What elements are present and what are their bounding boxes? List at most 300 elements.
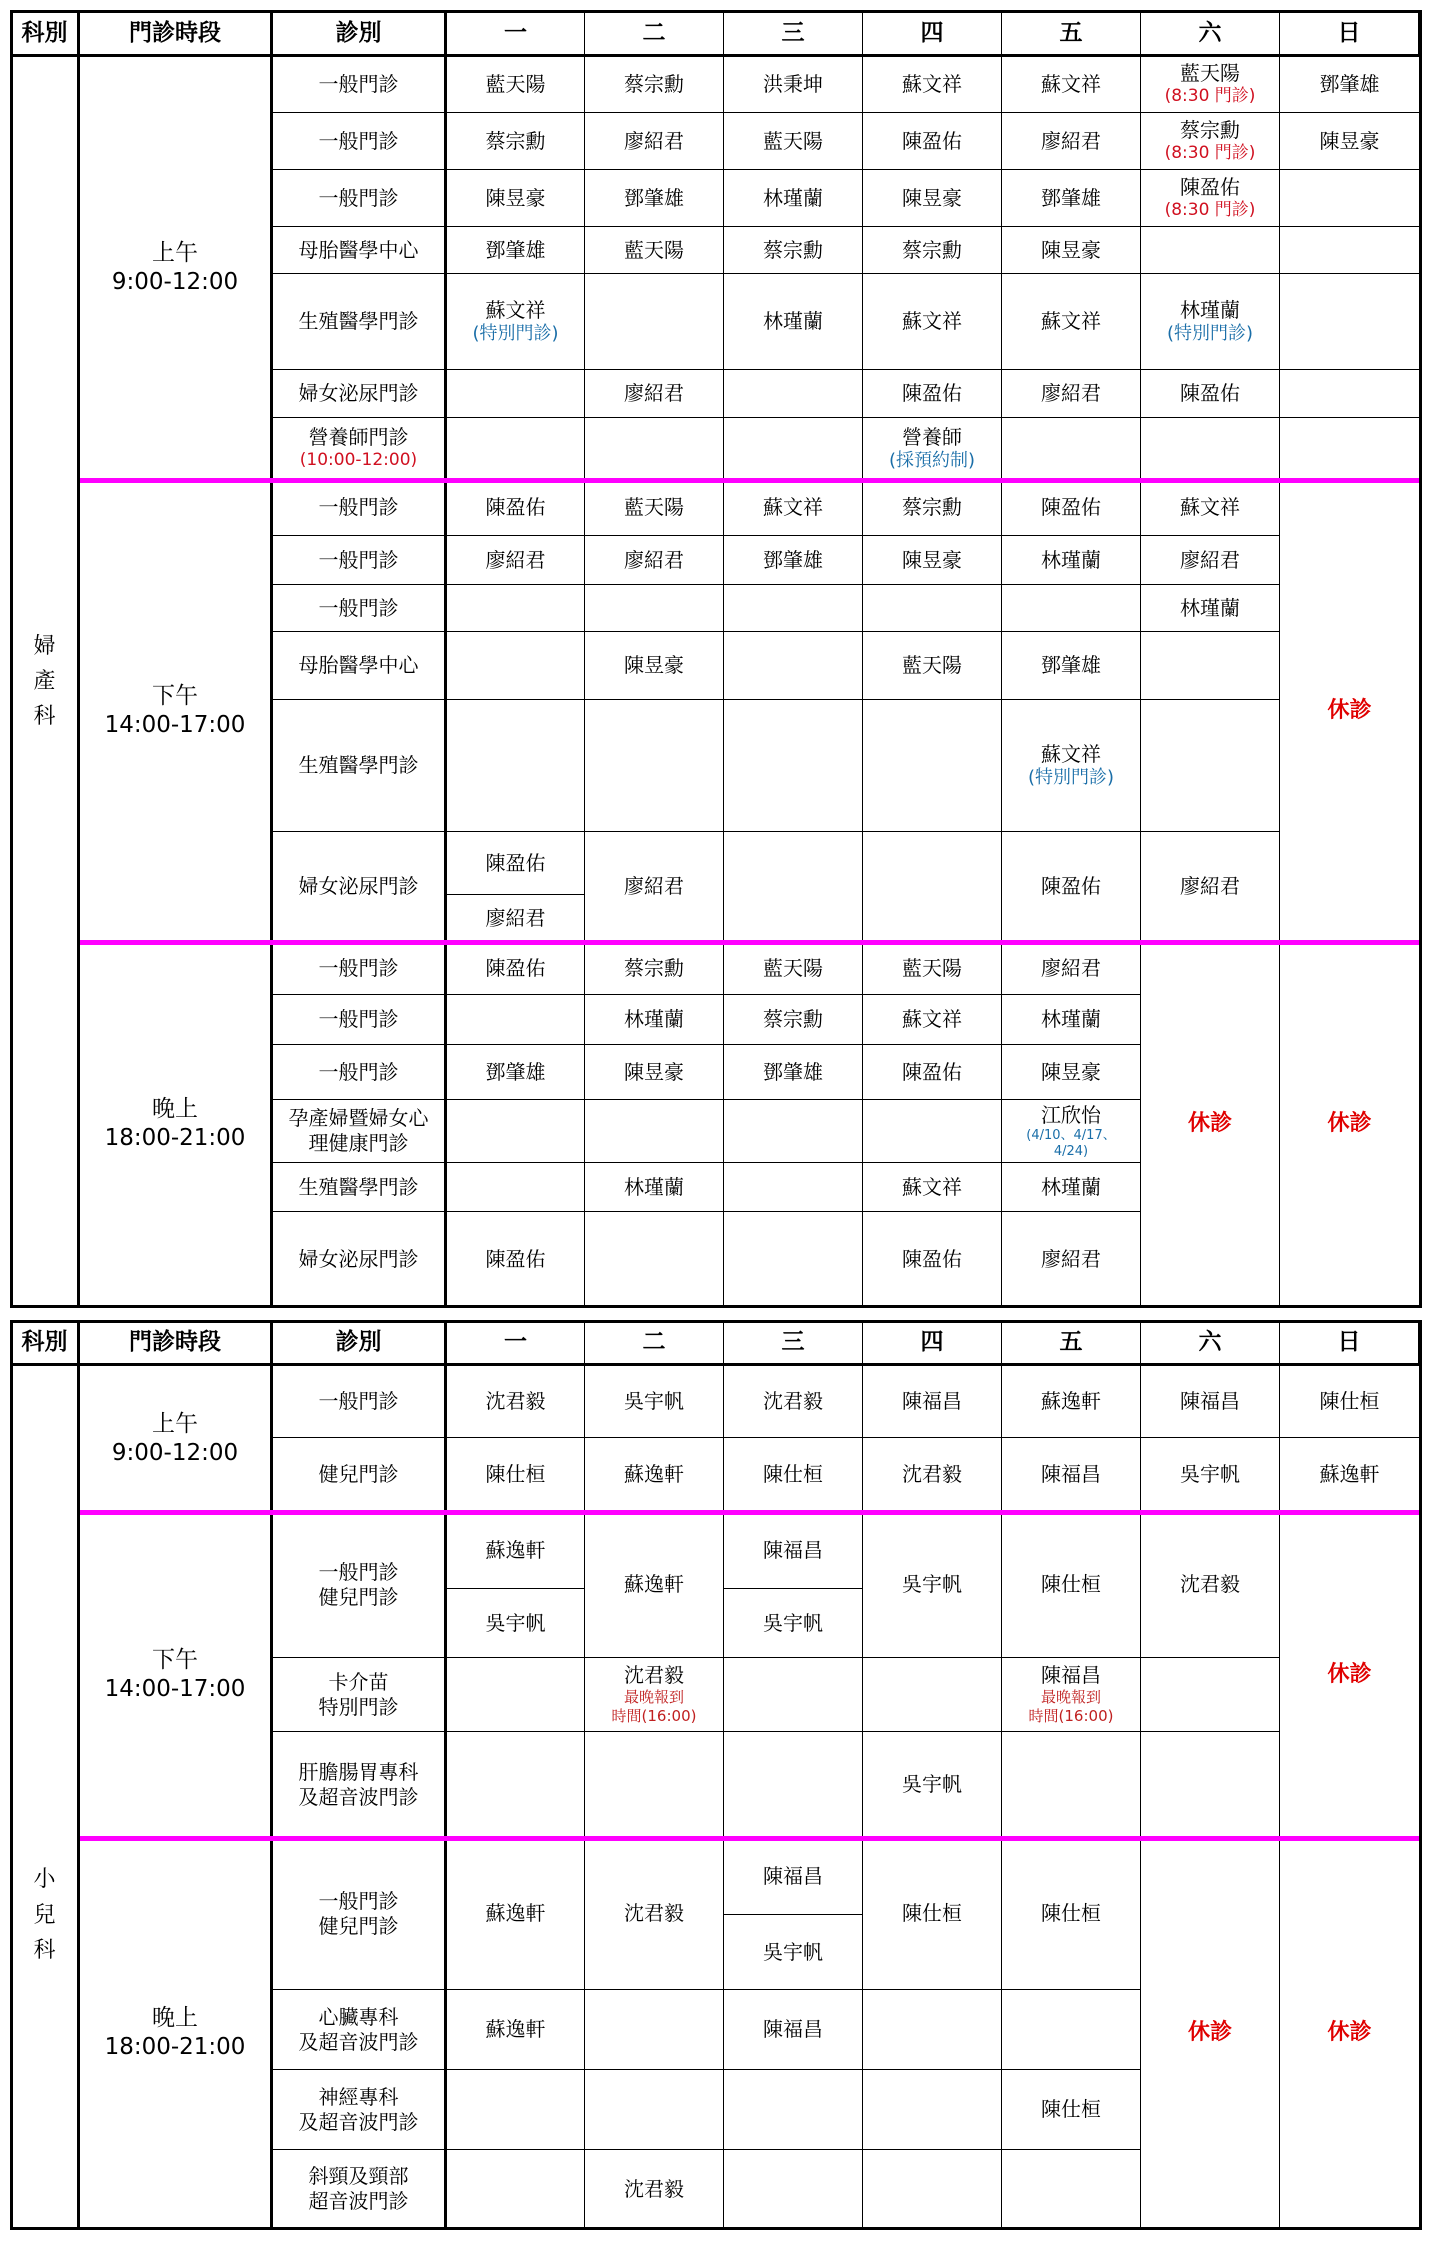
schedule-cell (1002, 1990, 1141, 2070)
cell-text: 超音波門診 (308, 2189, 409, 2213)
schedule-cell (863, 480, 1002, 536)
clinic-type (273, 632, 447, 700)
schedule-cell (447, 1045, 585, 1100)
doctor-name: 陳盈佑 (1180, 381, 1240, 405)
header-day-cell (585, 1322, 724, 1366)
header-day: 日 (1337, 1329, 1361, 1356)
doctor-name: 陳仕桓 (1041, 2097, 1101, 2121)
doctor-name: 林瑾蘭 (624, 1174, 684, 1199)
schedule-cell (447, 1838, 585, 1990)
header-day: 五 (1059, 19, 1083, 46)
schedule-cell (724, 1990, 863, 2070)
schedule-cell (724, 1658, 863, 1732)
schedule-cell (724, 1045, 863, 1100)
doctor-name: 廖紹君 (485, 547, 546, 572)
doctor-name: 藍天陽 (485, 72, 546, 96)
period-evening (80, 1838, 273, 2228)
schedule-cell (724, 700, 863, 832)
schedule-cell (863, 1838, 1002, 1990)
schedule-cell (1280, 1366, 1419, 1438)
clinic-type (273, 418, 447, 480)
schedule-cell (447, 536, 585, 585)
clinic-type (273, 1732, 447, 1838)
doctor-name: 沈君毅 (902, 1462, 962, 1486)
schedule-cell (724, 1163, 863, 1212)
doctor-name: 林瑾蘭 (1041, 547, 1101, 572)
schedule-cell (585, 632, 724, 700)
doctor-name: 陳昱豪 (1041, 1059, 1101, 1084)
schedule-cell (724, 2070, 863, 2150)
cell-text: 江欣怡 (1041, 1102, 1101, 1127)
cell-text: 一般門診 (318, 185, 399, 210)
cell-text: 科 (33, 1937, 56, 1963)
schedule-cell (1280, 274, 1419, 370)
schedule-cell (585, 227, 724, 274)
doctor-name: 藍天陽 (763, 128, 823, 153)
header-day-cell (1280, 1322, 1419, 1366)
doctor-name: 廖紹君 (1041, 955, 1101, 980)
schedule-cell (1002, 1100, 1141, 1163)
schedule-cell (447, 480, 585, 536)
header-day-cell (447, 1322, 585, 1366)
doctor-name: 藍天陽 (902, 955, 962, 980)
clinic-type (273, 274, 447, 370)
doctor-name: 蘇文祥 (1041, 72, 1101, 96)
cell-text: 上午 (152, 1410, 198, 1437)
doctor-name: 廖紹君 (1041, 128, 1101, 153)
schedule-cell (1141, 418, 1280, 480)
schedule-cell (585, 1100, 724, 1163)
closed-saturday-evening (1141, 942, 1280, 1306)
schedule-cell (1002, 700, 1141, 832)
schedule-cell (447, 1100, 585, 1163)
doctor-name: 鄧肇雄 (763, 1059, 823, 1084)
clinic-type (273, 170, 447, 227)
schedule-cell (1280, 57, 1419, 113)
schedule-cell (1280, 1438, 1419, 1512)
cell-text: 18:00-21:00 (104, 1125, 246, 1151)
period-morning (80, 1366, 273, 1512)
cell-text: 一般門診 (318, 495, 399, 519)
schedule-cell (724, 1100, 863, 1163)
schedule-cell (724, 536, 863, 585)
schedule-cell (1002, 832, 1141, 942)
schedule-cell (447, 1990, 585, 2070)
doctor-name: 蔡宗勳 (763, 237, 823, 262)
schedule-cell (863, 1990, 1002, 2070)
doctor-name: 吳宇帆 (763, 1939, 823, 1964)
cell-text: 孕產婦暨婦女心 (288, 1106, 429, 1130)
cell-text: 一般門診 (318, 1389, 399, 1413)
schedule-cell (1002, 1732, 1141, 1838)
cell-text: 蔡宗勳 (1180, 117, 1240, 142)
doctor-name: 沈君毅 (1180, 1572, 1240, 1596)
schedule-cell (724, 1589, 863, 1658)
doctor-name: 陳盈佑 (1041, 495, 1101, 519)
doctor-name: 陳盈佑 (902, 128, 962, 153)
doctor-name: 陳福昌 (763, 1863, 823, 1888)
schedule-cell (1141, 274, 1280, 370)
doctor-name: 陳福昌 (763, 1537, 823, 1562)
schedule-cell (585, 832, 724, 942)
clinic-type (273, 1366, 447, 1438)
schedule-cell (585, 1366, 724, 1438)
clinic-type (273, 585, 447, 632)
schedule-cell (1280, 170, 1419, 227)
doctor-name: 陳福昌 (902, 1389, 962, 1413)
schedule-cell (863, 1100, 1002, 1163)
schedule-cell (585, 700, 724, 832)
schedule-cell (863, 227, 1002, 274)
cell-text: 特別門診 (318, 1694, 399, 1719)
schedule-cell (585, 1658, 724, 1732)
schedule-cell (724, 1915, 863, 1990)
schedule-cell (1002, 370, 1141, 418)
cell-text: 小 (33, 1867, 56, 1893)
clinic-type (273, 995, 447, 1045)
schedule-cell (585, 57, 724, 113)
cell-text: 蘇文祥 (1041, 741, 1101, 766)
doctor-name: 蔡宗勳 (902, 495, 962, 519)
doctor-name: 蔡宗勳 (624, 955, 684, 980)
doctor-name: 吳宇帆 (902, 1572, 962, 1596)
header-dept-cell (12, 1322, 80, 1366)
clinic-type (273, 57, 447, 113)
clinic-type (273, 113, 447, 170)
cell-text: 一般門診 (318, 595, 399, 620)
cell-text: 陳福昌 (1041, 1662, 1101, 1687)
schedule-cell (1002, 1838, 1141, 1990)
header-day-cell (724, 1322, 863, 1366)
schedule-cell (1002, 942, 1141, 995)
schedule-cell (585, 1438, 724, 1512)
schedule-cell (1141, 585, 1280, 632)
doctor-name: 廖紹君 (624, 128, 684, 153)
doctor-name: 陳盈佑 (485, 850, 546, 875)
schedule-cell (724, 1366, 863, 1438)
schedule-cell (447, 832, 585, 895)
header-dept: 科別 (21, 1329, 68, 1356)
doctor-name: 鄧肇雄 (485, 1059, 546, 1084)
session-divider (80, 1510, 1419, 1515)
cell-text: 一般門診 (318, 72, 399, 96)
schedule-cell (724, 1732, 863, 1838)
schedule-cell (1002, 1658, 1141, 1732)
doctor-name: 陳盈佑 (1041, 874, 1101, 898)
doctor-name: 林瑾蘭 (763, 309, 823, 333)
doctor-name: 吳宇帆 (1180, 1462, 1240, 1486)
cell-text: 健兒門診 (318, 1584, 399, 1609)
header-period-cell (80, 1322, 273, 1366)
doctor-name: 蘇逸軒 (485, 2017, 546, 2041)
doctor-name: 陳昱豪 (485, 185, 546, 210)
schedule-cell (447, 585, 585, 632)
schedule-cell (447, 700, 585, 832)
cell-text: 18:00-21:00 (104, 2034, 246, 2060)
header-dept-cell (12, 12, 80, 57)
doctor-name: 林瑾蘭 (624, 1007, 684, 1031)
header-day: 一 (504, 19, 527, 46)
cell-text: 生殖醫學門診 (298, 1174, 419, 1199)
header-day-cell (863, 12, 1002, 57)
cell-text: 一般門診 (318, 547, 399, 572)
schedule-cell (1002, 1512, 1141, 1658)
clinic-type (273, 1212, 447, 1306)
cell-text: 一般門診 (318, 1559, 399, 1584)
cell-text: 最晚報到 (623, 1687, 684, 1706)
schedule-cell (1002, 57, 1141, 113)
doctor-name: 沈君毅 (624, 2176, 684, 2201)
schedule-cell (863, 942, 1002, 995)
schedule-cell (863, 1732, 1002, 1838)
clinic-type (273, 1163, 447, 1212)
cell-text: 14:00-17:00 (104, 711, 246, 738)
doctor-name: 鄧肇雄 (763, 547, 823, 572)
clinic-type (273, 2070, 447, 2150)
period-morning (80, 57, 273, 480)
dept-obgyn (12, 57, 80, 1306)
schedule-cell (447, 170, 585, 227)
schedule-cell (1141, 1366, 1280, 1438)
cell-text: 生殖醫學門診 (298, 309, 419, 333)
schedule-cell (585, 480, 724, 536)
schedule-cell (447, 227, 585, 274)
schedule-cell (1002, 1438, 1141, 1512)
doctor-name: 陳仕桓 (1041, 1572, 1101, 1596)
doctor-name: 陳盈佑 (902, 381, 962, 405)
schedule-cell (863, 1512, 1002, 1658)
schedule-cell (585, 942, 724, 995)
cell-text: 時間(16:00) (1028, 1707, 1114, 1725)
schedule-cell (863, 1163, 1002, 1212)
schedule-cell (585, 2070, 724, 2150)
period-evening (80, 942, 273, 1306)
schedule-cell (447, 274, 585, 370)
doctor-name: 廖紹君 (1180, 874, 1240, 898)
schedule-cell (585, 995, 724, 1045)
schedule-cell (863, 995, 1002, 1045)
header-day-cell (447, 12, 585, 57)
schedule-cell (1002, 1045, 1141, 1100)
closed-sunday-evening (1280, 1838, 1419, 2228)
period-afternoon (80, 480, 273, 942)
header-day: 三 (781, 1329, 805, 1356)
schedule-cell (863, 585, 1002, 632)
session-divider (80, 1836, 1419, 1841)
closed-sunday-evening (1280, 942, 1419, 1306)
schedule-cell (1002, 1212, 1141, 1306)
schedule-cell (585, 170, 724, 227)
clinic-type (273, 1100, 447, 1163)
doctor-name: 陳盈佑 (902, 1246, 962, 1271)
cell-text: 健兒門診 (318, 1913, 399, 1938)
header-day: 二 (642, 19, 666, 46)
period-afternoon (80, 1512, 273, 1838)
doctor-name: 陳昱豪 (902, 547, 962, 572)
schedule-cell (863, 700, 1002, 832)
cell-text: 陳盈佑 (1180, 174, 1240, 199)
doctor-name: 藍天陽 (624, 237, 684, 262)
schedule-cell (447, 2150, 585, 2228)
doctor-name: 蔡宗勳 (902, 237, 962, 262)
schedule-cell (724, 227, 863, 274)
schedule-cell (1002, 995, 1141, 1045)
doctor-name: 蘇文祥 (763, 495, 823, 519)
schedule-cell (1141, 170, 1280, 227)
doctor-name: 蔡宗勳 (763, 1007, 823, 1031)
schedule-cell (863, 1045, 1002, 1100)
doctor-name: 蘇文祥 (1180, 495, 1240, 519)
doctor-name: 陳福昌 (1041, 1462, 1101, 1486)
cell-text: (4/10、4/17、 (1026, 1127, 1116, 1143)
clinic-type (273, 370, 447, 418)
header-day: 四 (920, 19, 944, 46)
cell-text: (特別門診) (1027, 766, 1115, 788)
schedule-cell (1280, 227, 1419, 274)
doctor-name: 林瑾蘭 (1180, 595, 1240, 620)
closed-label: 休診 (1187, 2020, 1232, 2046)
doctor-name: 蔡宗勳 (624, 72, 684, 96)
schedule-cell (1002, 632, 1141, 700)
schedule-cell (1141, 700, 1280, 832)
doctor-name: 廖紹君 (624, 874, 684, 898)
doctor-name: 陳福昌 (763, 2017, 823, 2041)
schedule-cell (447, 418, 585, 480)
schedule-cell (724, 418, 863, 480)
schedule-cell (724, 1512, 863, 1589)
doctor-name: 蘇文祥 (1041, 309, 1101, 333)
schedule-cell (1141, 113, 1280, 170)
cell-text: 一般門診 (318, 955, 399, 980)
schedule-cell (1002, 480, 1141, 536)
schedule-cell (585, 418, 724, 480)
cell-text: 14:00-17:00 (104, 1675, 246, 1702)
closed-label: 休診 (1327, 2020, 1372, 2046)
schedule-cell (863, 57, 1002, 113)
header-clinic: 診別 (335, 1329, 382, 1356)
schedule-cell (1002, 113, 1141, 170)
cell-text: 9:00-12:00 (111, 1439, 239, 1466)
schedule-cell (863, 1212, 1002, 1306)
schedule-cell (585, 274, 724, 370)
schedule-cell (447, 1163, 585, 1212)
schedule-cell (724, 57, 863, 113)
cell-text: 4/24) (1053, 1143, 1089, 1159)
schedule-cell (447, 1366, 585, 1438)
cell-text: 心臟專科 (318, 2004, 399, 2029)
schedule-cell (447, 1438, 585, 1512)
doctor-name: 陳昱豪 (624, 653, 684, 677)
cell-text: 神經專科 (318, 2084, 399, 2109)
closed-label: 休診 (1327, 1111, 1372, 1137)
schedule-cell (585, 1045, 724, 1100)
schedule-cell (724, 113, 863, 170)
closed-sunday-afternoon (1280, 1512, 1419, 1838)
schedule-cell (724, 480, 863, 536)
schedule-cell (585, 1212, 724, 1306)
cell-text: 婦女泌尿門診 (298, 381, 419, 405)
schedule-cell (1002, 2150, 1141, 2228)
cell-text: 及超音波門診 (298, 1784, 419, 1809)
schedule-cell (1002, 1163, 1141, 1212)
doctor-name: 吳宇帆 (902, 1772, 962, 1796)
cell-text: 下午 (152, 1646, 198, 1673)
clinic-type (273, 1838, 447, 1990)
schedule-cell (585, 1512, 724, 1658)
doctor-name: 蘇逸軒 (1041, 1389, 1101, 1413)
doctor-name: 陳盈佑 (485, 495, 546, 519)
cell-text: 上午 (152, 240, 198, 267)
dept-pediatrics (12, 1366, 80, 2228)
clinic-type (273, 1512, 447, 1658)
schedule-cell (1002, 1366, 1141, 1438)
clinic-type (273, 832, 447, 942)
cell-text: 婦 (33, 633, 56, 659)
cell-text: (特別門診) (472, 322, 559, 344)
schedule-cell (724, 1838, 863, 1915)
doctor-name: 蔡宗勳 (485, 128, 546, 153)
clinic-type (273, 1990, 447, 2070)
schedule-cell (585, 113, 724, 170)
closed-sunday-afternoon (1280, 480, 1419, 942)
closed-label: 休診 (1327, 697, 1372, 723)
schedule-cell (863, 1366, 1002, 1438)
doctor-name: 沈君毅 (485, 1389, 546, 1413)
doctor-name: 蘇逸軒 (485, 1901, 546, 1925)
schedule-cell (585, 1163, 724, 1212)
doctor-name: 廖紹君 (624, 547, 684, 572)
cell-text: 營養師 (902, 424, 962, 449)
doctor-name: 吳宇帆 (485, 1610, 546, 1635)
schedule-cell (1002, 585, 1141, 632)
header-day: 六 (1198, 19, 1222, 46)
schedule-cell (1280, 113, 1419, 170)
session-divider (80, 940, 1419, 945)
doctor-name: 陳盈佑 (485, 1246, 546, 1271)
schedule-cell (585, 370, 724, 418)
schedule-cell (447, 113, 585, 170)
doctor-name: 廖紹君 (1041, 381, 1101, 405)
schedule-cell (863, 1658, 1002, 1732)
schedule-cell (863, 113, 1002, 170)
doctor-name: 陳仕桓 (485, 1462, 546, 1486)
schedule-cell (1141, 370, 1280, 418)
cell-text: 產 (33, 668, 56, 694)
schedule-cell (1141, 1732, 1280, 1838)
doctor-name: 鄧肇雄 (1319, 72, 1380, 96)
schedule-cell (863, 536, 1002, 585)
cell-text: 兒 (33, 1902, 56, 1928)
closed-label: 休診 (1187, 1111, 1232, 1137)
schedule-cell (863, 832, 1002, 942)
doctor-name: 陳昱豪 (1041, 237, 1101, 262)
doctor-name: 陳盈佑 (485, 955, 546, 980)
cell-text: 婦女泌尿門診 (298, 1246, 419, 1271)
schedule-cell (447, 632, 585, 700)
schedule-cell (1141, 1512, 1280, 1658)
doctor-name: 藍天陽 (624, 495, 684, 519)
cell-text: 及超音波門診 (298, 2109, 419, 2134)
schedule-cell (585, 1732, 724, 1838)
schedule-cell (447, 2070, 585, 2150)
doctor-name: 蘇文祥 (902, 1007, 962, 1031)
clinic-type (273, 1045, 447, 1100)
header-clinic: 診別 (335, 19, 382, 46)
cell-text: 肝膽腸胃專科 (298, 1759, 419, 1784)
doctor-name: 洪秉坤 (763, 72, 823, 96)
doctor-name: 藍天陽 (763, 955, 823, 980)
cell-text: 健兒門診 (318, 1462, 399, 1486)
